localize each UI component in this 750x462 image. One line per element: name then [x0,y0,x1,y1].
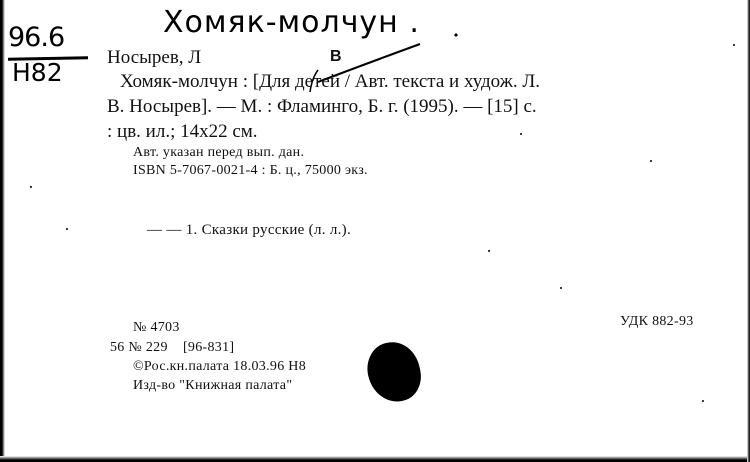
physical-description-line: : цв. ил.; 14х22 см. [107,121,258,142]
book-chamber-line: ©Рос.кн.палата 18.03.96 Н8 [133,359,307,374]
subject-heading: — — 1. Сказки русские (л. л.). [147,222,352,238]
handwritten-author-initial: В [330,48,342,65]
udc-code: УДК 882-93 [620,314,694,329]
handwritten-title: Хомяк-молчун . [163,5,420,40]
scan-speck [488,250,490,252]
scan-speck [650,160,652,162]
handwritten-cutter-number: Н82 [12,58,63,87]
scan-speck [702,400,704,402]
handwritten-shelf-mark: 96.6 [8,22,65,53]
author-note: Авт. указан перед вып. дан. [133,145,305,160]
author-heading: Носырев, Л [107,47,202,68]
card-number: № 4703 [133,320,180,335]
title-line: Хомяк-молчун : [Для детей / Авт. текста и худож. Л. [120,71,540,92]
scan-speck [30,186,32,188]
scan-speck [66,228,68,230]
publisher-line: Изд-во "Книжная палата" [133,378,293,393]
scan-speck [560,287,562,289]
imprint-line: В. Носырев]. — М. : Фламинго, Б. г. (1995). — [15] с. [107,96,537,117]
isbn-line: ISBN 5-7067-0021-4 : Б. ц., 75000 экз. [133,163,368,178]
scan-speck [733,44,735,46]
registration-number: 56 № 229 [96-831] [110,340,235,355]
scan-speck [520,133,522,135]
